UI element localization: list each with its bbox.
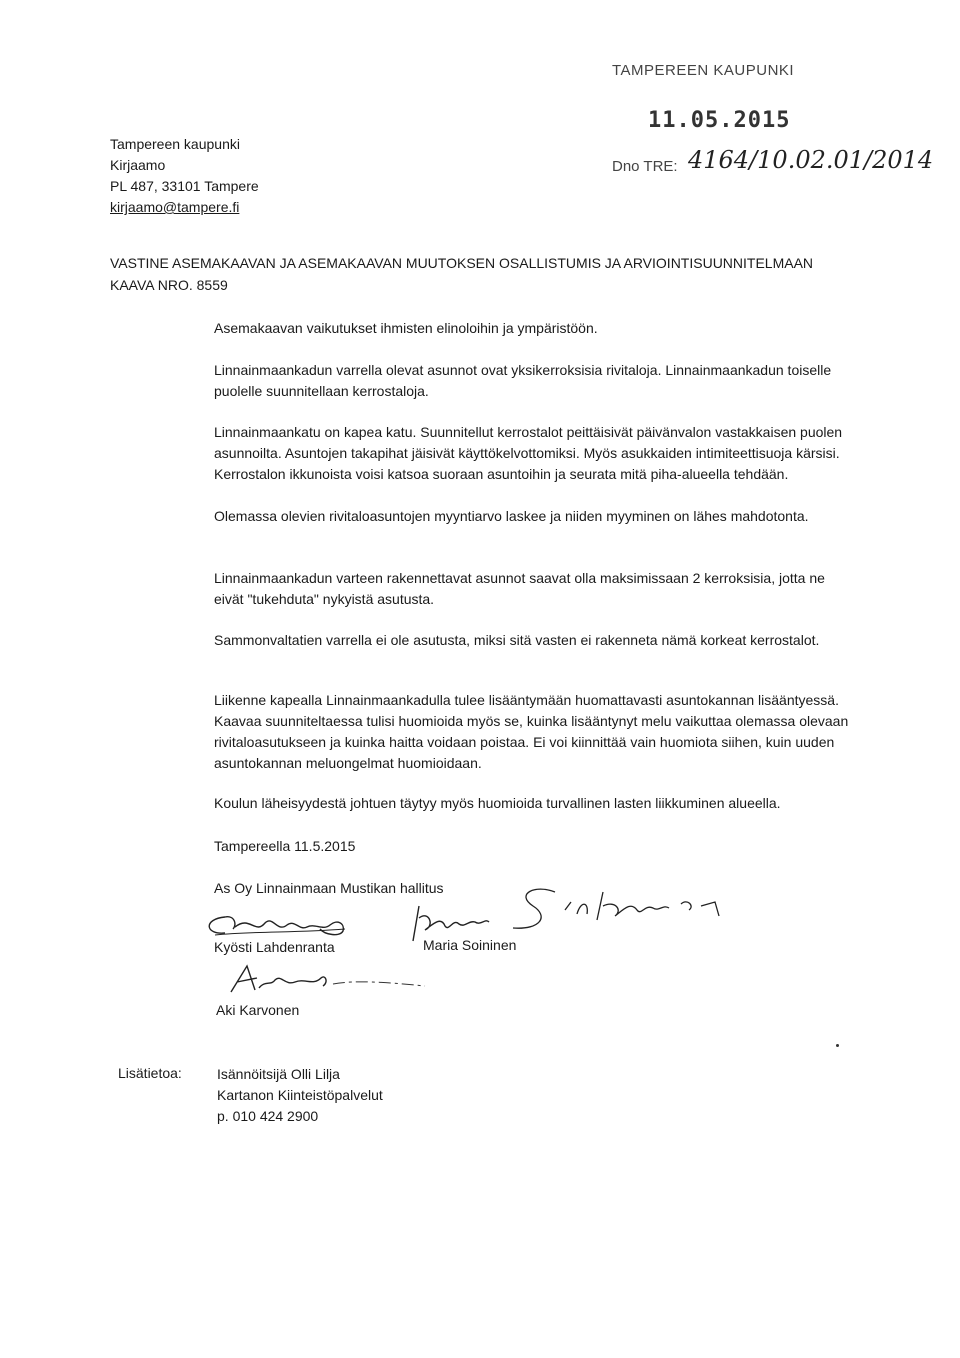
stamp-organization: TAMPEREEN KAUPUNKI <box>612 62 795 79</box>
paragraph: Liikenne kapealla Linnainmaankadulla tulee lisääntymään huomattavasti asuntokannan lisääntyessä. Kaavaa suunniteltaessa tulisi huomioida myös se, kuinka lisääntynyt melu vaikuttaa olemassa olevaan rivitaloasutukseen ja kuinka haitta voidaan poistaa. Ei voi kiinnittää vain huomiota siihen, kuin uuden asuntokannan meluongelmat huomioidaan. <box>214 692 849 771</box>
contact-line: p. 010 424 2900 <box>217 1108 319 1124</box>
document-title <box>110 252 870 296</box>
recipient-line: Kirjaamo <box>110 157 166 173</box>
stamp-dno-handwritten: 4164/10.02.01/2014 <box>688 146 934 174</box>
contact-info <box>217 1064 383 1127</box>
paragraph: Linnainmaankatu on kapea katu. Suunnitellut kerrostalot peittäisivät päivänvalon vastakkaisen puolen asunnoilta. Asuntojen takapihat jäisivät käyttökelvottomiksi. Myös asukkaiden intimiteettisuoja kärsisi. Kerrostalon ikkunoista voisi katsoa suoraan asuntoihin ja seurata mitä piha-alueella tehdään. <box>214 424 843 482</box>
paragraph-intro: Asemakaavan vaikutukset ihmisten elinoloihin ja ympäristöön. <box>214 320 598 336</box>
paragraph: Linnainmaankadun varrella olevat asunnot ovat yksikerroksisia rivitaloja. Linnainmaankadun toiselle puolelle suunnitellaan kerrostaloja. <box>214 362 832 399</box>
title-line: VASTINE ASEMAKAAVAN JA ASEMAKAAVAN MUUTOKSEN OSALLISTUMIS JA ARVIOINTISUUNNITELMAAN <box>110 255 814 271</box>
paragraph: Sammonvaltatien varrella ei ole asutusta, miksi sitä vasten ei rakenneta nämä korkeat kerrostalot. <box>214 632 820 648</box>
title-line: KAAVA NRO. 8559 <box>110 277 228 293</box>
contact-line: Kartanon Kiinteistöpalvelut <box>217 1087 383 1103</box>
signatory-name: Kyösti Lahdenranta <box>214 939 335 955</box>
recipient-email-link[interactable]: kirjaamo@tampere.fi <box>110 199 240 215</box>
signature-aki <box>225 960 465 1000</box>
stray-mark <box>836 1044 839 1047</box>
contact-line: Isännöitsijä Olli Lilja <box>217 1066 340 1082</box>
recipient-line: Tampereen kaupunki <box>110 136 240 152</box>
recipient-address <box>110 134 259 218</box>
paragraph: Linnainmaankadun varteen rakennettavat asunnot saavat olla maksimissaan 2 kerroksisia, jotta ne eivät "tukehduta" nykyistä asutusta. <box>214 570 825 607</box>
paragraph: Koulun läheisyydestä johtuen täytyy myös huomioida turvallinen lasten liikkuminen alueella. <box>214 795 781 811</box>
stamp-date: 11.05.2015 <box>648 108 791 133</box>
signatory-name: Maria Soininen <box>423 937 517 953</box>
contact-label: Lisätietoa: <box>118 1065 182 1081</box>
recipient-line: PL 487, 33101 Tampere <box>110 178 259 194</box>
stamp-dno <box>612 158 678 175</box>
signatory-name: Aki Karvonen <box>216 1002 300 1018</box>
paragraph: Olemassa olevien rivitaloasuntojen myyntiarvo laskee ja niiden myyminen on lähes mahdotonta. <box>214 508 809 524</box>
place-date: Tampereella 11.5.2015 <box>214 838 356 854</box>
signature-soininen <box>505 880 735 940</box>
stamp-dno-label: Dno TRE: <box>612 158 678 175</box>
board-name: As Oy Linnainmaan Mustikan hallitus <box>214 880 444 896</box>
